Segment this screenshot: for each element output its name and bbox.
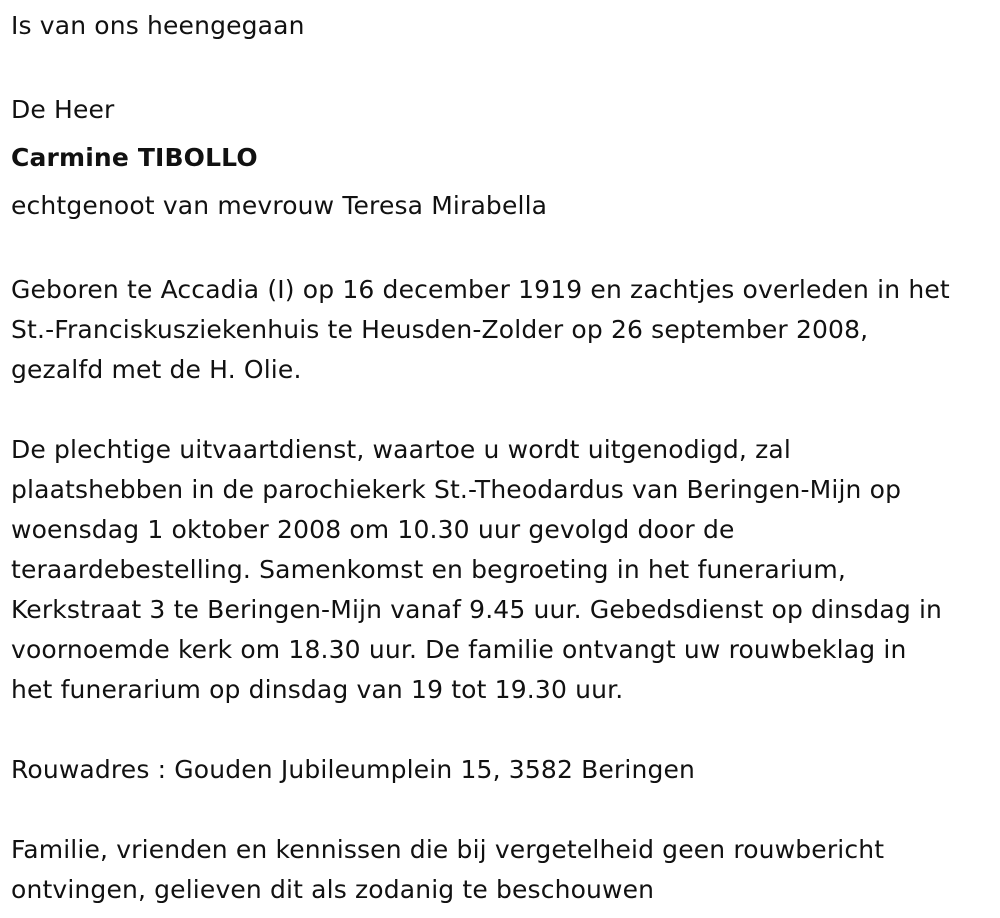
- paragraph-line: het funerarium op dinsdag van 19 tot 19.30 uur.: [11, 675, 624, 704]
- paragraph-line: Kerkstraat 3 te Beringen-Mijn vanaf 9.45 uur. Gebedsdienst op dinsdag in: [11, 595, 943, 624]
- honorific: De Heer: [11, 95, 115, 124]
- spacer: [11, 390, 996, 430]
- deceased-name: Carmine TIBOLLO: [11, 143, 258, 172]
- intro-line: Is van ons heengegaan: [11, 11, 305, 40]
- closing-paragraph: [11, 830, 996, 910]
- spouse-line: echtgenoot van mevrouw Teresa Mirabella: [11, 191, 548, 220]
- paragraph-line: Familie, vrienden en kennissen die bij vergetelheid geen rouwbericht: [11, 835, 885, 864]
- paragraph-line: plaatshebben in de parochiekerk St.-Theodardus van Beringen-Mijn op: [11, 475, 902, 504]
- service-paragraph: [11, 430, 996, 710]
- paragraph-line: voornoemde kerk om 18.30 uur. De familie ontvangt uw rouwbeklag in: [11, 635, 907, 664]
- mourning-address: Rouwadres : Gouden Jubileumplein 15, 3582 Beringen: [11, 755, 695, 784]
- birth-paragraph: [11, 270, 996, 390]
- spacer: [11, 230, 996, 270]
- paragraph-line: Geboren te Accadia (I) op 16 december 1919 en zachtjes overleden in het: [11, 275, 950, 304]
- paragraph-line: De plechtige uitvaartdienst, waartoe u wordt uitgenodigd, zal: [11, 435, 791, 464]
- obituary-notice: [11, 6, 996, 910]
- spacer: [11, 790, 996, 830]
- spacer: [11, 710, 996, 750]
- paragraph-line: ontvingen, gelieven dit als zodanig te beschouwen: [11, 875, 655, 904]
- spacer: [11, 46, 996, 86]
- paragraph-line: woensdag 1 oktober 2008 om 10.30 uur gevolgd door de: [11, 515, 735, 544]
- paragraph-line: teraardebestelling. Samenkomst en begroeting in het funerarium,: [11, 555, 846, 584]
- paragraph-line: St.-Franciskusziekenhuis te Heusden-Zolder op 26 september 2008,: [11, 315, 869, 344]
- paragraph-line: gezalfd met de H. Olie.: [11, 355, 302, 384]
